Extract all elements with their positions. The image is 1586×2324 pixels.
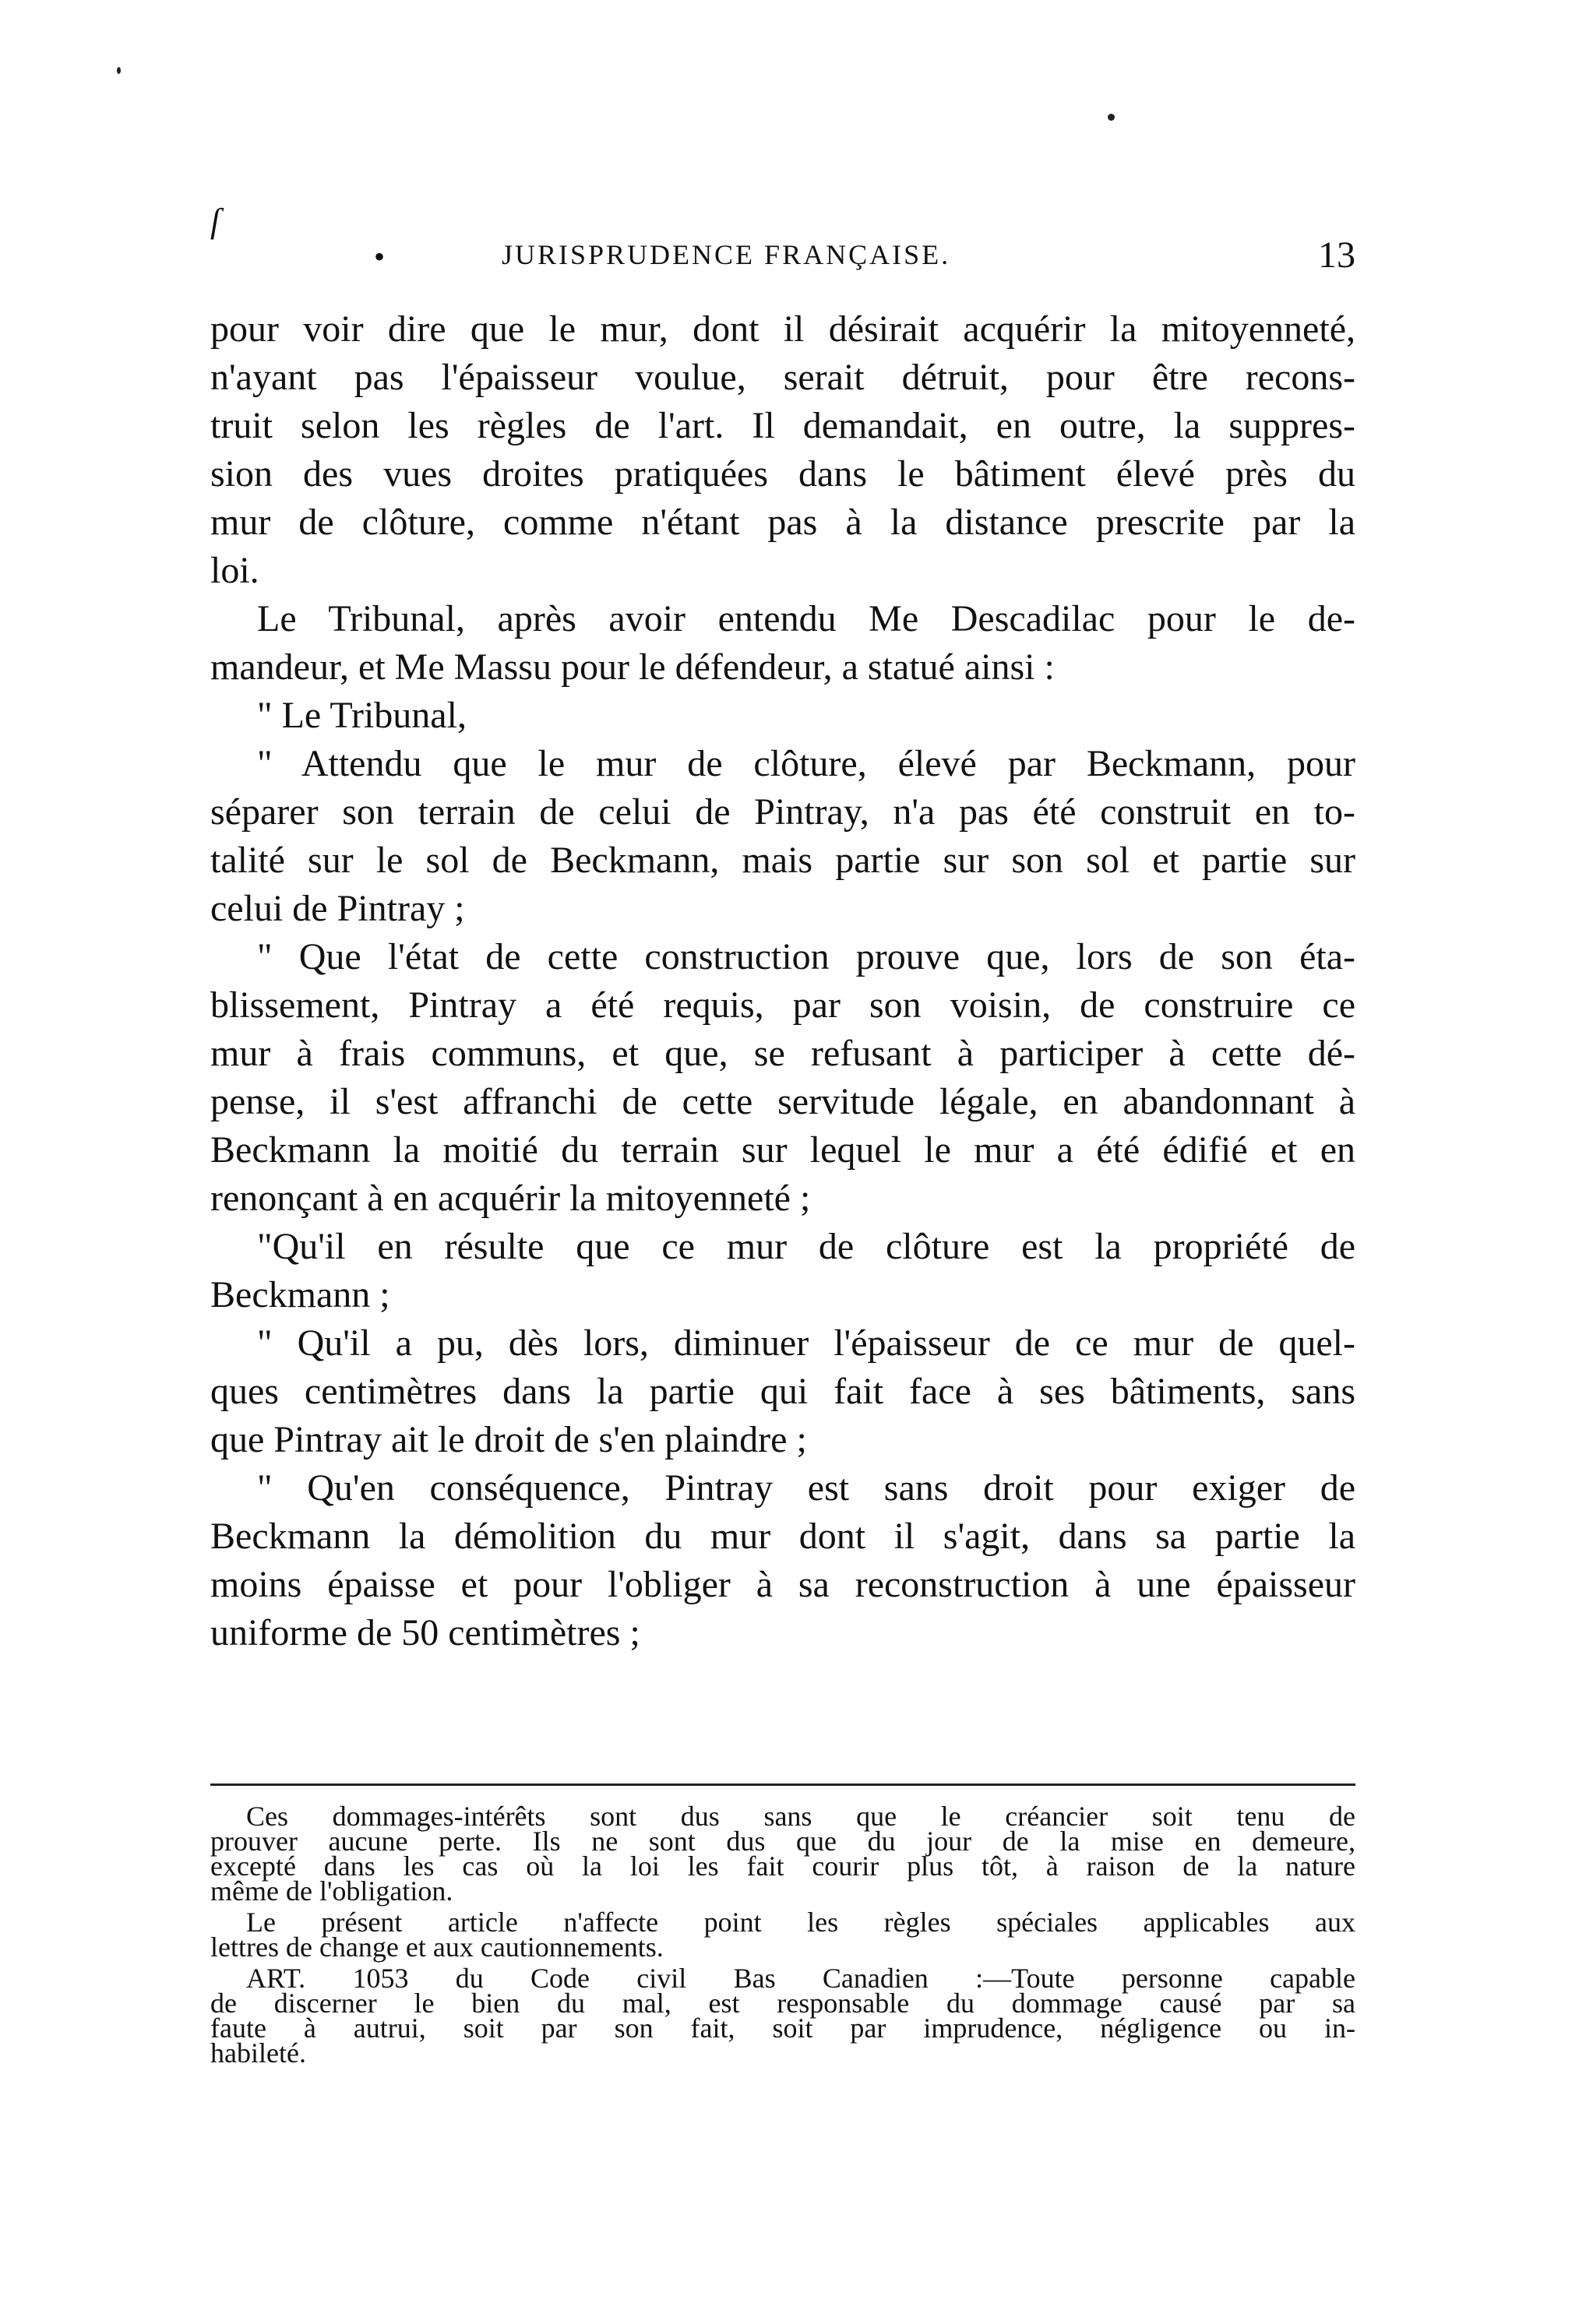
footnote-line: Le présent article n'affecte point les règles spéciales applicables aux <box>246 1907 1355 1938</box>
text-line: talité sur le sol de Beckmann, mais partie sur son sol et partie sur <box>210 840 1355 881</box>
text-line: sion des vues droites pratiquées dans le bâtiment élevé près du <box>210 453 1355 495</box>
text-line: séparer son terrain de celui de Pintray, n'a pas été construit en to- <box>210 791 1355 833</box>
footnote-line: excepté dans les cas où la loi les fait courir plus tôt, à raison de la nature <box>210 1850 1355 1882</box>
text-line: mur à frais communs, et que, se refusant à participer à cette dé- <box>210 1033 1355 1074</box>
scan-speck <box>1108 114 1115 121</box>
text-line: n'ayant pas l'épaisseur voulue, serait détruit, pour être recons- <box>210 357 1355 398</box>
header-dot: • <box>374 239 386 274</box>
text-line: ques centimètres dans la partie qui fait face à ses bâtiments, sans <box>210 1371 1355 1412</box>
footnote-line: même de l'obligation. <box>210 1875 453 1907</box>
running-title: JURISPRUDENCE FRANÇAISE. <box>502 239 951 270</box>
text-line: blissement, Pintray a été requis, par son voisin, de construire ce <box>210 984 1355 1026</box>
text-line: " Attendu que le mur de clôture, élevé par Beckmann, pour <box>257 743 1355 784</box>
text-line: moins épaisse et pour l'obliger à sa reconstruction à une épaisseur <box>210 1564 1355 1605</box>
text-line: mur de clôture, comme n'étant pas à la distance prescrite par la <box>210 502 1355 543</box>
text-line: Le Tribunal, après avoir entendu Me Descadilac pour le de- <box>257 598 1355 639</box>
text-line: mandeur, et Me Massu pour le défendeur, a statué ainsi : <box>210 646 1055 688</box>
header-mark: ſ <box>210 202 220 240</box>
text-line: que Pintray ait le droit de s'en plaindre ; <box>210 1419 807 1460</box>
page-number: 13 <box>1318 234 1355 276</box>
text-line: Beckmann la démolition du mur dont il s'agit, dans sa partie la <box>210 1516 1355 1557</box>
footnote-line: habileté. <box>210 2037 306 2069</box>
text-line: " Que l'état de cette construction prouve que, lors de son éta- <box>257 936 1355 977</box>
footnote-line: prouver aucune perte. Ils ne sont dus que du jour de la mise en demeure, <box>210 1826 1355 1857</box>
footnote-line: faute à autrui, soit par son fait, soit par imprudence, négligence ou in- <box>210 2012 1355 2044</box>
main-text <box>210 305 1355 1657</box>
text-line: loi. <box>210 550 259 591</box>
footnote-present-article <box>210 1907 1355 1963</box>
text-line: " Qu'il a pu, dès lors, diminuer l'épaisseur de ce mur de quel- <box>257 1322 1355 1364</box>
text-line: " Le Tribunal, <box>257 695 467 736</box>
text-line: renonçant à en acquérir la mitoyenneté ; <box>210 1178 811 1219</box>
text-line: pour voir dire que le mur, dont il désirait acquérir la mitoyenneté, <box>210 308 1355 350</box>
footnote-line: Ces dommages-intérêts sont dus sans que le créancier soit tenu de <box>246 1801 1355 1832</box>
footnote-line: ART. 1053 du Code civil Bas Canadien :—Toute personne capable <box>246 1963 1355 1994</box>
text-line: Beckmann ; <box>210 1274 390 1315</box>
running-header <box>210 202 1355 288</box>
text-line: "Qu'il en résulte que ce mur de clôture est la propriété de <box>257 1226 1355 1267</box>
text-line: truit selon les règles de l'art. Il demandait, en outre, la suppres- <box>210 405 1355 446</box>
footnote-divider <box>210 1783 1355 1786</box>
text-line: uniforme de 50 centimètres ; <box>210 1612 640 1653</box>
footnotes <box>210 1801 1355 2072</box>
footnote-art-1053 <box>210 1963 1355 2069</box>
footnote-dommages <box>210 1801 1355 1907</box>
text-line: pense, il s'est affranchi de cette servitude légale, en abandonnant à <box>210 1081 1355 1122</box>
footnote-line: de discerner le bien du mal, est responsable du dommage causé par sa <box>210 1988 1355 2019</box>
footnote-line: lettres de change et aux cautionnements. <box>210 1931 664 1963</box>
scan-speck <box>117 67 121 74</box>
text-line: Beckmann la moitié du terrain sur lequel le mur a été édifié et en <box>210 1129 1355 1171</box>
text-line: celui de Pintray ; <box>210 888 465 929</box>
text-line: " Qu'en conséquence, Pintray est sans droit pour exiger de <box>257 1467 1355 1509</box>
